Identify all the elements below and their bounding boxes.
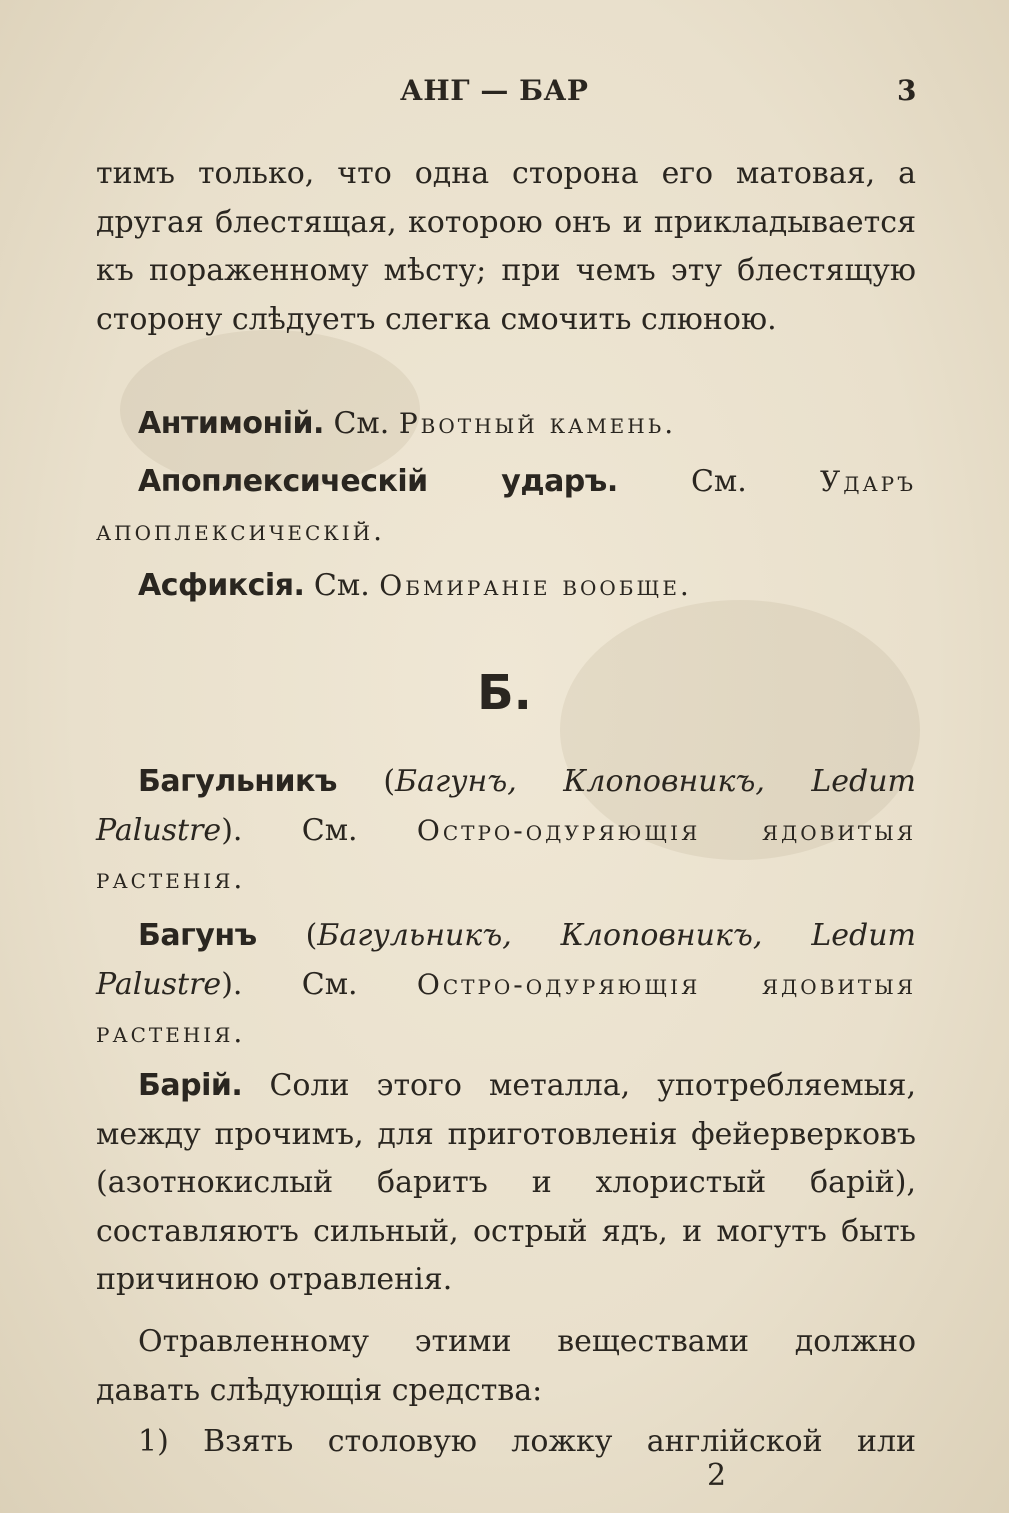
entry-term: Багульникъ [138, 764, 337, 799]
cross-reference: Обмираніе вообще. [379, 569, 692, 602]
entry-term: Асфиксія. [138, 568, 305, 603]
remedy-intro [96, 1318, 916, 1415]
entry-synonyms: Багульникъ, Клоповникъ, Ledum Palustre [96, 918, 916, 1002]
entry-antimony [96, 400, 916, 449]
paren-open: ( [383, 764, 396, 799]
paren-close: ). [221, 812, 243, 848]
cross-reference: Рвотный камень. [398, 407, 677, 440]
paren-open: ( [305, 918, 318, 953]
entry-term: Багунъ [138, 918, 257, 953]
cross-reference: Остро-одуряющія ядовитыя растенія. [96, 813, 916, 895]
section-letter: Б. [477, 665, 532, 721]
running-head [0, 74, 1009, 114]
continuation-text: тимъ только, что одна сторона его матовая, а другая блестящая, которою онъ и прикладывается къ пораженному мѣсту; при чемъ эту блестящую сторону слѣдуетъ слегка смочить слюною. [96, 156, 916, 337]
remedy-item-text: 1) Взять столовую ложку англійской или [138, 1424, 916, 1459]
page-number: 3 [897, 74, 917, 107]
see-word: См. [690, 464, 747, 499]
remedy-intro-text: Отравленному этими веществами должно давать слѣдующія средства: [96, 1324, 916, 1408]
see-word: См. [313, 568, 370, 603]
entry-asphyxia [96, 562, 916, 611]
cross-reference: Ударъ апоплексическій. [96, 465, 916, 547]
paren-close: ). [221, 966, 243, 1002]
entry-bagulnik [96, 758, 916, 904]
entry-term: Антимоній. [138, 406, 324, 441]
entry-term: Барій. [138, 1068, 243, 1103]
remedy-item-1 [96, 1418, 916, 1467]
see-word: См. [301, 812, 358, 848]
cross-reference: Остро-одуряющія ядовитыя растенія. [96, 967, 916, 1049]
entry-term: Апоплексическій ударъ. [138, 464, 618, 499]
entry-barium [96, 1062, 916, 1305]
entry-synonyms: Багунъ, Клоповникъ, Ledum Palustre [96, 764, 916, 848]
running-title: АНГ — БАР [400, 74, 589, 107]
entry-bagun [96, 912, 916, 1058]
entry-apoplexy [96, 458, 916, 555]
see-word: См. [333, 406, 390, 441]
entry-body: Соли этого металла, употребляемыя, между прочимъ, для приготовленія фейерверковъ (азотнокислый баритъ и хлористый барій), составляютъ сильный, острый ядъ, и могутъ быть причиною отравленія. [96, 1068, 916, 1297]
see-word: См. [301, 966, 358, 1002]
continuation-paragraph [96, 150, 916, 344]
signature-mark: 2 [707, 1458, 727, 1493]
